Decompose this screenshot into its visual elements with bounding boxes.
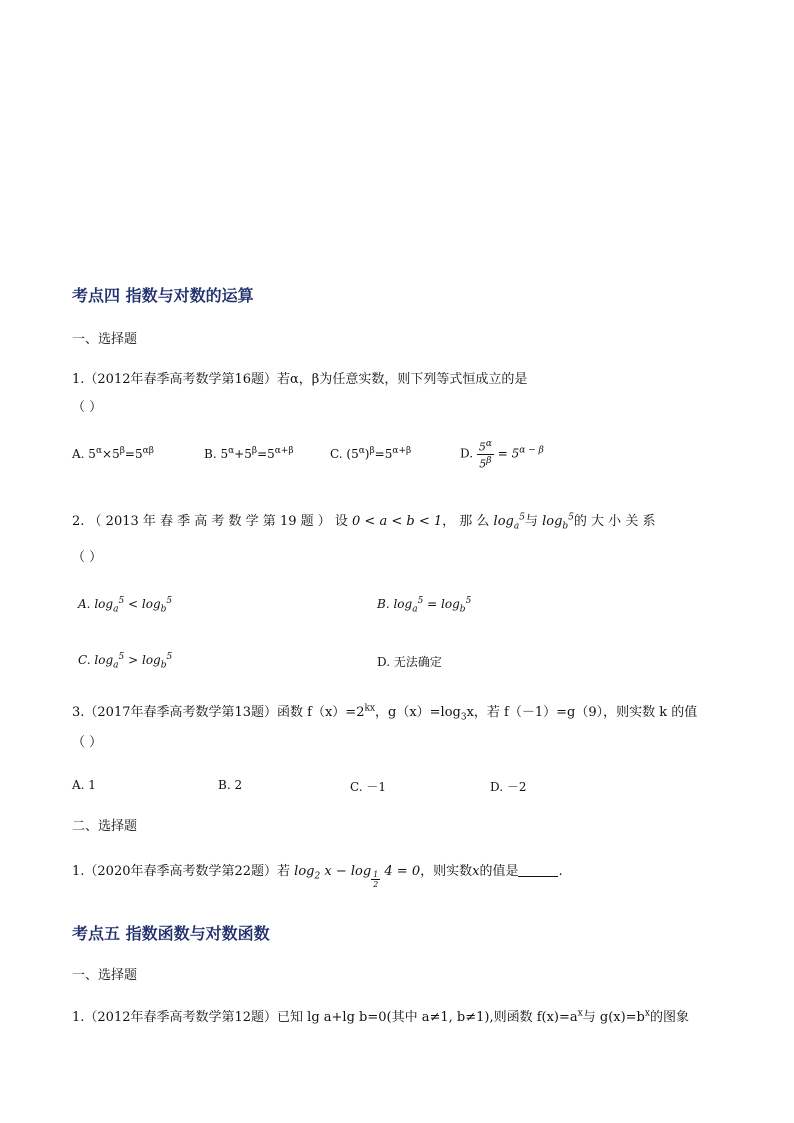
q3-text: 3.（2017年春季高考数学第13题）函数 $f(x)=2^{kx}$，$g(x)=\log_3x$，若 f（－1）=g（9），则实数 k 的值 bbox=[72, 703, 698, 723]
q2-paren: （ ） bbox=[72, 550, 103, 565]
q3-option-a: A. 1 bbox=[72, 778, 96, 792]
q3-option-c: C. －1 bbox=[350, 780, 387, 794]
q2-option-c: C. $\log_a^5 > \log_b^5$ bbox=[78, 652, 173, 671]
q4-text: 1.（2020年春季高考数学第22题）若 $\log_2 x - \log$ $\frac{1}{2}$ 4 = 0，则实数x的值是 . bbox=[72, 864, 563, 889]
q1-d-fraction: $\frac{5^\alpha}{5^\beta}$ bbox=[478, 439, 492, 471]
q1-option-a: A. $5^\alpha\times 5^\beta=5^{\alpha\beta}$ bbox=[72, 446, 154, 461]
topic4-title: 考点四 指数与对数的运算 bbox=[72, 286, 254, 305]
q4-answer-blank[interactable] bbox=[518, 876, 558, 877]
q1-option-b: B. $5^\alpha+5^\beta=5^{\alpha+\beta}$ bbox=[204, 446, 294, 461]
q3-option-b: B. 2 bbox=[218, 778, 243, 792]
q2-option-b: B. $\log_a^5 = \log_b^5$ bbox=[377, 596, 472, 615]
q2-text: 2. （ 2013 年 春 季 高 考 数 学 第 19 题 ） 设 0 < a < b < 1， 那 么 $\log_a^5$与 $\log_b^5$的 大 小 关 系 bbox=[72, 512, 656, 532]
q1-text: 1.（2012年春季高考数学第16题）若α，β为任意实数，则下列等式恒成立的是 bbox=[72, 372, 528, 387]
topic5-title: 考点五 指数函数与对数函数 bbox=[72, 924, 270, 943]
topic5-section-1: 一、选择题 bbox=[72, 968, 138, 983]
topic4-section-2: 二、选择题 bbox=[72, 819, 138, 834]
q1-option-c: C. $(5^\alpha)^\beta=5^{\alpha+\beta}$ bbox=[330, 446, 412, 461]
q1-option-d: D. $\frac{5^\alpha}{5^\beta}$ = $5^{\alpha - \beta}$ bbox=[460, 439, 544, 471]
t5-q1-text: 1.（2012年春季高考数学第12题）已知 lg a+lg b=0(其中 a≠1, b≠1),则函数 $f(x)=a^x$与 $g(x)=b^x$的图象 bbox=[72, 1008, 689, 1025]
q2-option-d: D. 无法确定 bbox=[377, 655, 442, 669]
q1-paren: （ ） bbox=[72, 400, 103, 415]
topic4-section-1: 一、选择题 bbox=[72, 332, 138, 347]
q2-option-a: A. $\log_a^5 < \log_b^5$ bbox=[78, 596, 173, 615]
q3-paren: （ ） bbox=[72, 735, 103, 750]
q3-option-d: D. －2 bbox=[490, 780, 527, 794]
q4-base-fraction: $\frac{1}{2}$ bbox=[373, 870, 379, 889]
